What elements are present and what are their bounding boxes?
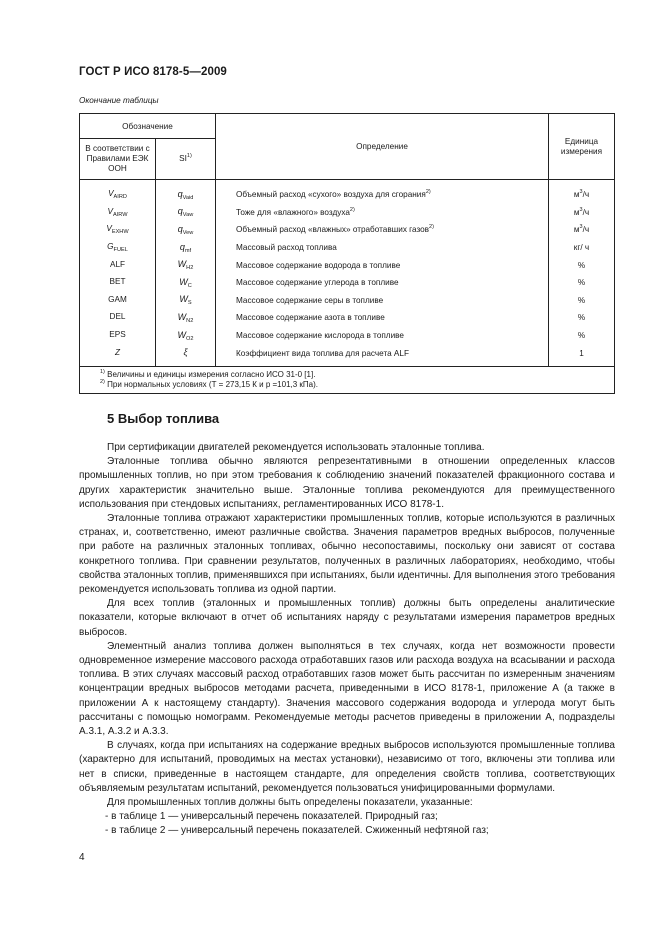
si-symbol: q bbox=[179, 241, 185, 252]
definition-cell bbox=[216, 204, 549, 222]
table-row bbox=[80, 292, 615, 310]
symbol: GAM bbox=[108, 294, 127, 304]
symbol-cell bbox=[80, 292, 156, 310]
paragraph: Эталонные топлива отражают характеристики промышленных топлив, которые используются в различных странах, и, соответственно, имеют различные свойства. Значения параметров вредных выбросов, полученные при работе на различных эталонных топливах, обычно несопоставимы, поскольку они зависят от состава конкретного топлива. При сравнении результатов, полученных в различных лабораториях, необходимо, чтобы свойства эталонных топлив, применявшихся при испытаниях, были идентичны. Для выполнения этого требования рекомендуется использовать топлива из одной партии. bbox=[79, 513, 615, 596]
unit-text: % bbox=[577, 331, 586, 341]
definition-text: Массовое содержание водорода в топливе bbox=[236, 260, 401, 270]
si-cell bbox=[156, 221, 216, 239]
symbol: Z bbox=[114, 347, 120, 357]
si-symbol: W bbox=[177, 311, 187, 322]
definition-text: Массовое содержание азота в топливе bbox=[236, 313, 385, 323]
si-cell bbox=[156, 292, 216, 310]
symbol: ALF bbox=[109, 259, 126, 269]
si-subscript: S bbox=[187, 300, 192, 307]
si-subscript: O2 bbox=[186, 335, 194, 342]
definition-text: Объемный расход «влажных» отработавших газов bbox=[236, 225, 430, 235]
si-subscript: C bbox=[187, 282, 192, 289]
list-item: - в таблице 1 — универсальный перечень показателей. Природный газ; bbox=[105, 811, 438, 823]
definition-cell bbox=[216, 344, 549, 366]
symbol-cell bbox=[80, 344, 156, 366]
si-subscript: H2 bbox=[186, 265, 194, 272]
symbol: DEL bbox=[109, 312, 126, 322]
document-header: ГОСТ Р ИСО 8178-5—2009 bbox=[79, 66, 227, 78]
symbol-subscript: AIRD bbox=[113, 194, 127, 201]
symbol: V bbox=[107, 206, 113, 216]
definition-cell bbox=[216, 327, 549, 345]
unit-text: кг/ ч bbox=[573, 243, 590, 253]
si-symbol: q bbox=[177, 206, 183, 217]
page-number: 4 bbox=[79, 852, 85, 863]
unit-text: 1 bbox=[579, 348, 584, 358]
unit-cell bbox=[549, 292, 615, 310]
si-header-note: 1) bbox=[186, 153, 192, 159]
list-item: - в таблице 2 — универсальный перечень показателей. Сжиженный нефтяной газ; bbox=[105, 825, 489, 837]
note-1 bbox=[100, 370, 614, 380]
unit-cell bbox=[549, 204, 615, 222]
symbol-subscript: FUEL bbox=[113, 247, 128, 254]
table-row bbox=[80, 274, 615, 292]
note-2-text: При нормальных условиях (Т = 273,15 К и р =101,3 кПа). bbox=[107, 379, 319, 389]
unit-cell bbox=[549, 309, 615, 327]
si-subscript: Vew bbox=[182, 229, 194, 236]
table-row bbox=[80, 239, 615, 257]
unit-header: Единица измерения bbox=[549, 114, 615, 180]
table-caption: Окончание таблицы bbox=[79, 96, 159, 105]
si-symbol: W bbox=[179, 294, 188, 305]
unit-text: м bbox=[573, 207, 580, 217]
unit-text: % bbox=[577, 260, 586, 270]
unit-text: м bbox=[573, 190, 580, 200]
note-2 bbox=[100, 380, 614, 390]
definition-text: Массовое содержание серы в топливе bbox=[236, 295, 384, 305]
unece-header bbox=[80, 139, 156, 180]
si-subscript: mf bbox=[184, 247, 192, 254]
symbol-cell bbox=[80, 256, 156, 274]
note-1-mark: 1) bbox=[100, 368, 105, 375]
table-row bbox=[80, 344, 615, 366]
si-cell bbox=[156, 309, 216, 327]
unit-rest: /ч bbox=[582, 225, 590, 235]
symbol: V bbox=[108, 189, 114, 199]
paragraph: Для промышленных топлив должны быть определены показатели, указанные: bbox=[107, 797, 473, 809]
definition-text: Тоже для «влажного» воздуха bbox=[236, 207, 350, 217]
definition-text: Массовое содержание кислорода в топливе bbox=[236, 331, 404, 341]
symbol: BET bbox=[109, 277, 126, 287]
table-row bbox=[80, 204, 615, 222]
symbol-cell bbox=[80, 180, 156, 204]
paragraph: Для всех топлив (эталонных и промышленных топлив) должны быть определены аналитические показатели, которые включают в отчет об испытаниях наряду с результатами измерения параметров вредных выбросов. bbox=[79, 598, 615, 638]
unit-cell bbox=[549, 274, 615, 292]
definition-text: Массовое содержание углерода в топливе bbox=[236, 278, 399, 288]
table-row bbox=[80, 256, 615, 274]
section-title: 5 Выбор топлива bbox=[107, 411, 220, 426]
unit-cell bbox=[549, 256, 615, 274]
body-text bbox=[79, 441, 615, 839]
unit-sup: 3 bbox=[579, 224, 583, 231]
unit-rest: /ч bbox=[582, 190, 590, 200]
si-cell bbox=[156, 239, 216, 257]
table-row bbox=[80, 327, 615, 345]
definition-text: Массовый расход топлива bbox=[236, 243, 337, 253]
unit-sup: 3 bbox=[579, 189, 583, 196]
unit-text: % bbox=[577, 278, 586, 288]
symbol-cell bbox=[80, 239, 156, 257]
si-cell bbox=[156, 204, 216, 222]
table-row bbox=[80, 180, 615, 204]
definition-cell bbox=[216, 256, 549, 274]
symbol: G bbox=[107, 242, 114, 252]
unit-cell bbox=[549, 327, 615, 345]
paragraph: Эталонные топлива обычно являются репрезентативными в отношении определенных классов промышленных топлив, но при этом требования к соблюдению значений показателей фракционного состава и других характеристик значительно выше. Эталонные топлива рекомендуются для преимущественного использования при стендовых испытаниях, регламентированных ИСО 8178-1. bbox=[79, 456, 615, 510]
symbol-subscript: EXHW bbox=[111, 229, 129, 236]
si-cell bbox=[156, 180, 216, 204]
symbol: V bbox=[106, 224, 112, 234]
si-symbol: W bbox=[179, 276, 188, 287]
si-cell bbox=[156, 327, 216, 345]
unit-text: % bbox=[577, 295, 586, 305]
definition-cell bbox=[216, 292, 549, 310]
si-subscript: Vaw bbox=[182, 212, 194, 219]
definition-cell bbox=[216, 274, 549, 292]
table-row bbox=[80, 309, 615, 327]
unit-text: м bbox=[573, 225, 580, 235]
definition-note: 2) bbox=[429, 224, 434, 231]
designation-header: Обозначение bbox=[80, 114, 216, 139]
unit-cell bbox=[549, 180, 615, 204]
si-symbol: ξ bbox=[183, 347, 188, 358]
si-symbol: q bbox=[177, 188, 183, 199]
si-cell bbox=[156, 256, 216, 274]
definition-cell bbox=[216, 221, 549, 239]
definition-cell bbox=[216, 180, 549, 204]
si-symbol: q bbox=[177, 223, 183, 234]
definition-note: 2) bbox=[425, 189, 431, 196]
si-header bbox=[156, 139, 216, 180]
symbol-cell bbox=[80, 327, 156, 345]
unit-cell bbox=[549, 344, 615, 366]
note-1-text: Величины и единицы измерения согласно ИСО 31-0 [1]. bbox=[107, 369, 316, 379]
table-row bbox=[80, 221, 615, 239]
note-2-mark: 2) bbox=[100, 378, 105, 385]
definition-cell bbox=[216, 239, 549, 257]
symbol-cell bbox=[80, 274, 156, 292]
si-cell bbox=[156, 274, 216, 292]
table-notes bbox=[80, 366, 615, 393]
symbol: EPS bbox=[109, 330, 126, 340]
symbols-table bbox=[79, 113, 615, 394]
symbol-cell bbox=[80, 204, 156, 222]
paragraph: При сертификации двигателей рекомендуется использовать эталонные топлива. bbox=[107, 442, 485, 453]
paragraph: В случаях, когда при испытаниях на содержание вредных выбросов используются промышленные топлива (характерно для испытаний, проводимых на местах установки), независимо от того, включены эти топлива или нет в списки, приведенные в настоящем стандарте, для определения свойств топлива, соответствующих объявляемым результатам испытаний, рекомендуется пользоваться унифицированными формулами. bbox=[79, 740, 615, 794]
unit-cell bbox=[549, 239, 615, 257]
unit-rest: /ч bbox=[582, 207, 590, 217]
si-symbol: W bbox=[177, 329, 187, 340]
definition-note: 2) bbox=[349, 206, 355, 213]
definition-cell bbox=[216, 309, 549, 327]
si-cell bbox=[156, 344, 216, 366]
symbol-cell bbox=[80, 221, 156, 239]
definition-text: Объемный расход «сухого» воздуха для сгорания bbox=[236, 190, 426, 200]
definition-header: Определение bbox=[216, 114, 549, 180]
paragraph: Элементный анализ топлива должен выполняться в тех случаях, когда нет возможности провести одновременное измерение массового расхода отработавших газов или расхода воздуха на всасывании и расхода топлива. В этих случаях массовый расход отработавших газов может быть рассчитан по измеренным значениям концентрации вредных выбросов методами расчета, приведенными в ИСО 8178-1, приложение А (а также в приложении А к настоящему стандарту). Значения массового содержания водорода и углерода могут быть рассчитаны с помощью номограмм. Рекомендуемые методы расчетов приведены в приложении А, подразделы А.3.1, А.3.2 и А.3.3. bbox=[79, 640, 615, 738]
unit-text: % bbox=[577, 313, 586, 323]
unit-sup: 3 bbox=[579, 206, 583, 213]
si-header-label: SI bbox=[179, 154, 187, 163]
unece-header-text: В соответствии с Правилами ЕЭК ООН bbox=[85, 144, 150, 173]
unit-cell bbox=[549, 221, 615, 239]
si-subscript: N2 bbox=[186, 317, 194, 324]
symbol-cell bbox=[80, 309, 156, 327]
si-symbol: W bbox=[177, 259, 187, 270]
definition-text: Коэффициент вида топлива для расчета ALF bbox=[236, 348, 409, 358]
symbol-subscript: AIRW bbox=[112, 211, 128, 218]
si-subscript: Vaid bbox=[182, 194, 194, 201]
